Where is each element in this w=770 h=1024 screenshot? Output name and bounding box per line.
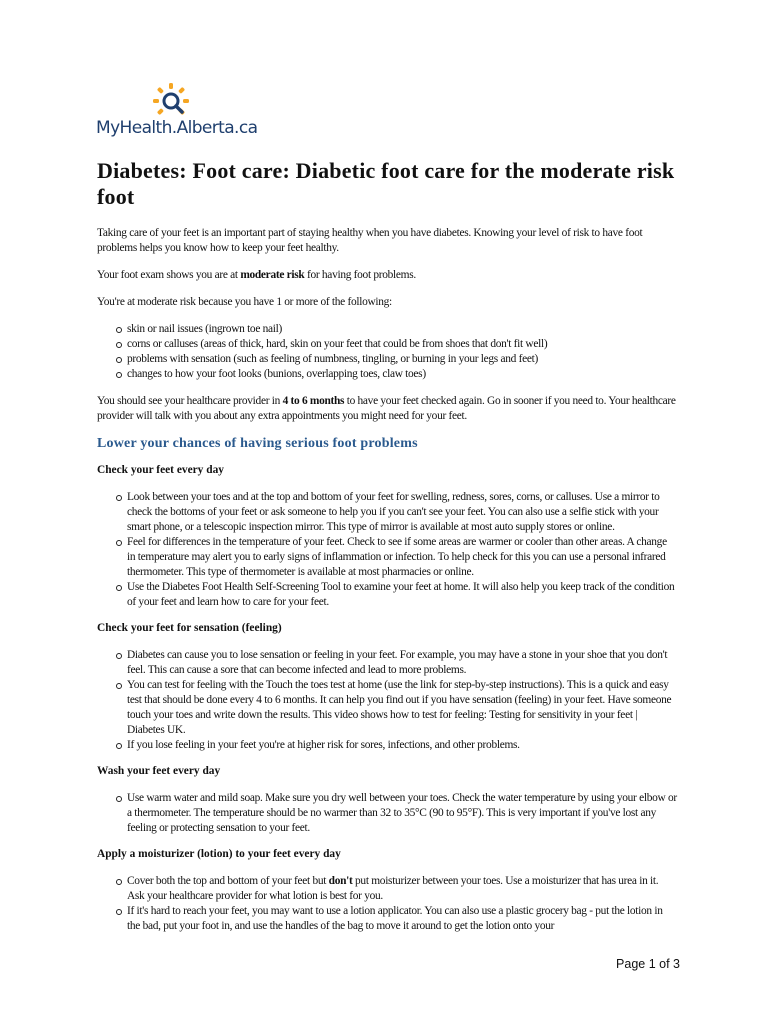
list-item: corns or calluses (areas of thick, hard, skin on your feet that could be from shoes that don't fit well) bbox=[127, 337, 677, 352]
logo-wordmark: MyHealth.Alberta.ca bbox=[96, 118, 258, 138]
page-title: Diabetes: Foot care: Diabetic foot care for the moderate risk foot bbox=[97, 158, 675, 209]
list-item: skin or nail issues (ingrown toe nail) bbox=[127, 322, 677, 337]
check-feet-list bbox=[97, 490, 677, 610]
reasons-intro: You're at moderate risk because you have 1 or more of the following: bbox=[97, 296, 392, 308]
document-body bbox=[97, 158, 677, 946]
intro-paragraph: Taking care of your feet is an important part of staying healthy when you have diabetes. Knowing your level of risk to have foot problems helps you know how to keep your feet healthy. bbox=[97, 227, 643, 254]
risk-level-paragraph: Your foot exam shows you are at moderate risk for having foot problems. bbox=[97, 269, 416, 281]
subsection-heading-sensation: Check your feet for sensation (feeling) bbox=[97, 622, 282, 634]
list-item: If it's hard to reach your feet, you may want to use a lotion applicator. You can also use a plastic grocery bag - put the lotion in the bad, put your foot in, and use the handles of the bag to move it around to get the lotion onto your bbox=[127, 904, 677, 934]
list-item: Use the Diabetes Foot Health Self-Screening Tool to examine your feet at home. It will also help you keep track of the condition of your feet and learn how to care for your feet. bbox=[127, 580, 677, 610]
list-item: Use warm water and mild soap. Make sure you dry well between your toes. Check the water temperature by using your elbow or a thermometer. The temperature should be no warmer than 32 to 35°C (90 to 95°F). This is very important if you've lost any feeling or protecting sensation to your feet. bbox=[127, 792, 677, 834]
myhealth-alberta-logo bbox=[96, 84, 256, 144]
list-item: If you lose feeling in your feet you're at higher risk for sores, infections, and other problems. bbox=[127, 738, 677, 753]
list-item: problems with sensation (such as feeling of numbness, tingling, or burning in your legs and feet) bbox=[127, 352, 677, 367]
section-heading: Lower your chances of having serious foot problems bbox=[97, 436, 418, 451]
sun-magnifier-icon bbox=[151, 82, 191, 122]
risk-reasons-list bbox=[97, 322, 677, 382]
list-item: changes to how your foot looks (bunions, overlapping toes, claw toes) bbox=[127, 367, 677, 382]
list-item: Cover both the top and bottom of your feet but don't put moisturizer between your toes. Use a moisturizer that has urea in it. Ask your healthcare provider for what lotion is best for you. bbox=[127, 874, 677, 904]
checkup-paragraph: You should see your healthcare provider in 4 to 6 months to have your feet checked again. Go in sooner if you need to. Your healthcare provider will talk with you about any extra appointments you might need for your feet. bbox=[97, 395, 676, 422]
wash-list bbox=[97, 791, 677, 836]
subsection-heading-moisturizer: Apply a moisturizer (lotion) to your feet every day bbox=[97, 848, 341, 860]
subsection-heading-wash: Wash your feet every day bbox=[97, 765, 221, 777]
list-item: Look between your toes and at the top and bottom of your feet for swelling, redness, sores, corns, or calluses. Use a mirror to check the bottoms of your feet or ask someone to help you if you can't see your feet. You can also use a selfie stick with your smart phone, or a telescopic inspection mirror. This type of mirror is available at most auto supply stores or online. bbox=[127, 490, 677, 535]
page-number: Page 1 of 3 bbox=[616, 957, 680, 971]
list-item: Diabetes can cause you to lose sensation or feeling in your feet. For example, you may have a stone in your shoe that you don't feel. This can cause a sore that can become infected and lead to more problems. bbox=[127, 648, 677, 678]
sensation-list bbox=[97, 648, 677, 753]
moisturizer-list bbox=[97, 874, 677, 934]
subsection-heading-check-feet: Check your feet every day bbox=[97, 464, 224, 476]
list-item: Feel for differences in the temperature of your feet. Check to see if some areas are warmer or cooler than other areas. A change in temperature may alert you to early signs of inflammation or infection. To help check for this you can use a personal infrared thermometer. This type of thermometer is available at most pharmacies or online. bbox=[127, 535, 677, 580]
list-item: You can test for feeling with the Touch the toes test at home (use the link for step-by-step instructions). This is a quick and easy test that should be done every 4 to 6 months. It can help you find out if you have sensation (feeling) in your feet. Have someone touch your toes and write down the results. This video shows how to test for feeling: Testing for sensitivity in your feet | Diabetes UK. bbox=[127, 678, 677, 738]
